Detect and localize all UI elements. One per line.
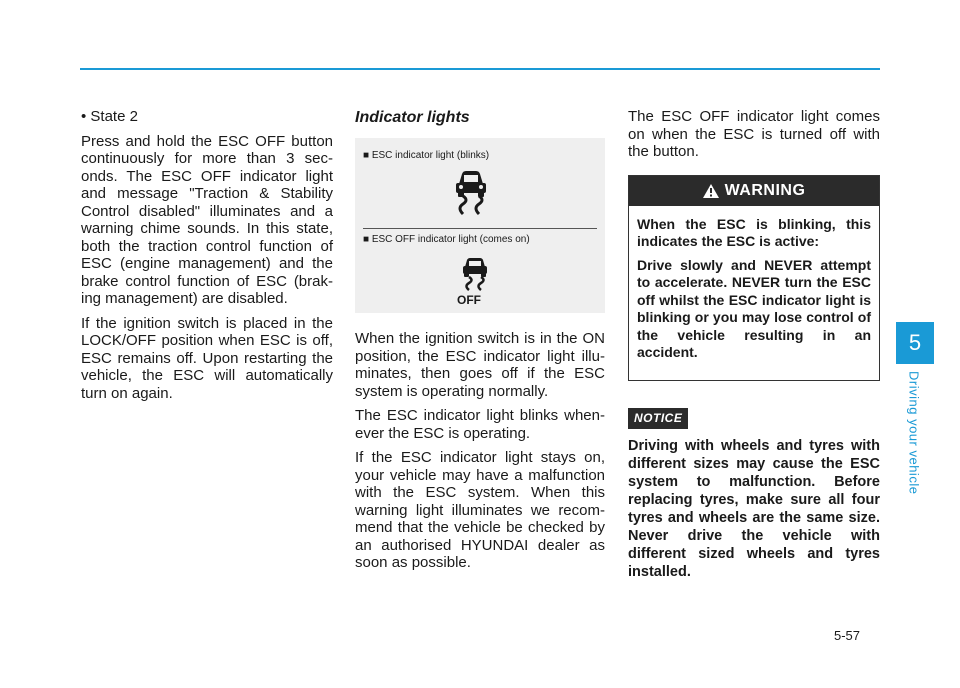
warning-body bbox=[629, 206, 879, 380]
esc-off-indicator-icon bbox=[459, 254, 491, 292]
warning-triangle-icon bbox=[703, 184, 719, 198]
paragraph: The ESC indicator light blinks whenever the ESC is operating. bbox=[355, 407, 605, 442]
column-1 bbox=[81, 108, 333, 409]
chapter-tab: 5 bbox=[896, 322, 934, 364]
indicator-panel bbox=[355, 138, 605, 313]
chapter-title: Driving your vehicle bbox=[906, 371, 922, 495]
warning-title: WARNING bbox=[724, 181, 806, 199]
off-label: OFF bbox=[457, 293, 481, 307]
paragraph: When the ignition switch is in the ON position, the ESC indicator light illuminates, then goes off if the ESC system is operating normally. bbox=[355, 330, 605, 400]
column-3 bbox=[628, 108, 880, 588]
esc-indicator-label: ■ ESC indicator light (blinks) bbox=[363, 150, 490, 161]
column-2 bbox=[355, 108, 605, 579]
warning-text: When the ESC is blinking, this indicates the ESC is active: bbox=[637, 215, 871, 249]
esc-off-indicator-label: ■ ESC OFF indicator light (comes on) bbox=[363, 234, 530, 245]
header-rule bbox=[80, 68, 880, 70]
paragraph: If the ignition switch is placed in the LOCK/OFF position when ESC is off, ESC remains off. Upon restarting the vehicle, the ESC will automatically turn on again. bbox=[81, 314, 333, 402]
chapter-title-vertical bbox=[900, 368, 928, 498]
paragraph: Press and hold the ESC OFF button continuously for more than 3 seconds. The ESC OFF indicator light and message "Traction & Stability Control disabled" illuminates and a warning chime sounds. In this state, both the traction control function of ESC (engine management) and the brake control function of ESC (braking management) are disabled. bbox=[81, 132, 333, 307]
paragraph: The ESC OFF indicator light comes on when the ESC is turned off with the button. bbox=[628, 108, 880, 160]
warning-header bbox=[629, 176, 879, 206]
state-bullet: • State 2 bbox=[81, 108, 138, 125]
section-heading: Indicator lights bbox=[355, 109, 470, 126]
esc-indicator-icon bbox=[451, 166, 491, 216]
paragraph: If the ESC indicator light stays on, your vehicle may have a malfunction with the ESC system. When this warning light illuminates we recommend that the vehicle be checked by an authorised HYUNDAI dealer as soon as possible. bbox=[355, 449, 605, 571]
warning-box bbox=[628, 175, 880, 381]
notice-badge: NOTICE bbox=[628, 408, 688, 430]
page-number: 5-57 bbox=[834, 628, 861, 643]
notice-text: Driving with wheels and tyres with different sizes may cause the ESC system to malfunction. Before replacing tyres, make sure all four tyres and wheels are the same size. Never drive the vehicle with different sized wheels and tyres installed. bbox=[628, 438, 880, 580]
divider bbox=[363, 228, 597, 229]
warning-text: Drive slowly and NEVER attempt to accelerate. NEVER turn the ESC off whilst the ESC indicator light is blinking or you may lose control of the vehicle resulting in an accident. bbox=[637, 256, 871, 360]
